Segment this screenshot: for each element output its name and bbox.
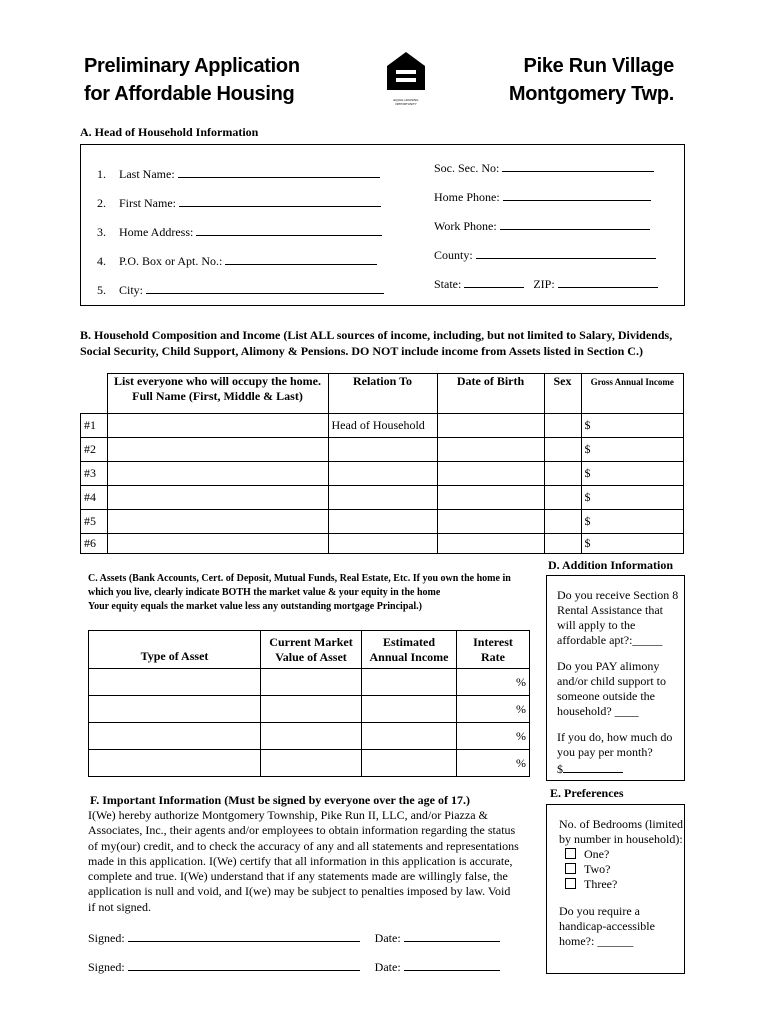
field-label: First Name: — [119, 196, 176, 210]
name-cell[interactable] — [107, 534, 328, 554]
market-line-1: Current Market — [269, 634, 353, 649]
dob-cell[interactable] — [437, 510, 544, 534]
work-phone-field[interactable] — [434, 217, 658, 246]
alimony-amount-line[interactable] — [563, 760, 623, 773]
date-line[interactable] — [404, 958, 500, 971]
assets-table — [88, 630, 530, 777]
field-num: 4. — [97, 254, 106, 268]
asset-type-cell[interactable] — [89, 696, 261, 723]
date-line[interactable] — [404, 929, 500, 942]
dob-cell[interactable] — [437, 414, 544, 438]
section-a-right-fields — [434, 159, 658, 304]
relation-cell[interactable] — [328, 510, 437, 534]
relation-cell[interactable] — [328, 486, 437, 510]
first-name-line[interactable] — [179, 194, 381, 207]
col-header-asset-type: Type of Asset — [89, 631, 261, 669]
relation-cell[interactable] — [328, 534, 437, 554]
checkbox-icon[interactable] — [565, 863, 576, 874]
field-num: 2. — [97, 196, 106, 210]
handicap-question[interactable]: Do you require a handicap-accessible home?: ______ — [559, 904, 655, 948]
alimony-amount-field[interactable] — [557, 760, 683, 777]
county-line[interactable] — [476, 246, 656, 259]
income-cell[interactable]: $ — [581, 486, 684, 510]
row-num: #6 — [81, 534, 108, 554]
section-d-content — [557, 588, 683, 777]
signature-line[interactable] — [128, 929, 360, 942]
city-line[interactable] — [146, 281, 384, 294]
section-f-heading: F. Important Information (Must be signed by everyone over the age of 17.) — [90, 793, 470, 807]
row-num: #2 — [81, 438, 108, 462]
work-phone-line[interactable] — [500, 217, 650, 230]
sex-cell[interactable] — [544, 438, 581, 462]
dob-cell[interactable] — [437, 486, 544, 510]
org-line-1: Pike Run Village — [523, 55, 674, 77]
interest-rate-cell[interactable]: % — [457, 750, 530, 777]
asset-type-cell[interactable] — [89, 669, 261, 696]
state-label: State: — [434, 277, 462, 291]
row-num: #5 — [81, 510, 108, 534]
checkbox-icon[interactable] — [565, 848, 576, 859]
name-cell[interactable] — [107, 414, 328, 438]
bedroom-option-two[interactable] — [559, 862, 683, 877]
bedroom-option-one[interactable] — [559, 847, 683, 862]
row-num: #4 — [81, 486, 108, 510]
table-row — [81, 462, 684, 486]
name-cell[interactable] — [107, 510, 328, 534]
income-cell[interactable]: $ — [581, 462, 684, 486]
relation-cell[interactable] — [328, 438, 437, 462]
annual-income-cell[interactable] — [362, 669, 457, 696]
table-row — [81, 438, 684, 462]
home-address-field[interactable] — [97, 223, 384, 252]
table-row — [81, 534, 684, 554]
annual-income-cell[interactable] — [362, 696, 457, 723]
organization-title — [509, 52, 674, 108]
alimony-amount-question: If you do, how much do you pay per month? — [557, 730, 673, 759]
table-corner — [81, 374, 108, 414]
field-num: 5. — [97, 283, 106, 297]
market-value-cell[interactable] — [261, 696, 362, 723]
col-header-sex: Sex — [544, 374, 581, 414]
equal-housing-logo — [383, 50, 429, 106]
income-cell[interactable]: $ — [581, 534, 684, 554]
signature-line[interactable] — [128, 958, 360, 971]
field-label: Home Address: — [119, 225, 194, 239]
dob-cell[interactable] — [437, 438, 544, 462]
asset-type-cell[interactable] — [89, 723, 261, 750]
title-line-2: for Affordable Housing — [84, 83, 295, 105]
dollar-sign: $ — [557, 762, 563, 776]
income-line-1: Estimated — [383, 634, 435, 649]
last-name-line[interactable] — [178, 165, 380, 178]
name-cell[interactable] — [107, 438, 328, 462]
section-d-box — [546, 575, 685, 781]
sex-cell[interactable] — [544, 414, 581, 438]
name-cell[interactable] — [107, 462, 328, 486]
bedrooms-question: No. of Bedrooms (limited by number in household): — [559, 817, 683, 846]
row-num: #1 — [81, 414, 108, 438]
section-a-box — [80, 144, 685, 306]
bedroom-option-three[interactable] — [559, 877, 683, 892]
first-name-field[interactable] — [97, 194, 384, 223]
logo-text: EQUAL HOUSING OPPORTUNITY — [393, 98, 419, 106]
table-row — [89, 723, 530, 750]
field-num: 3. — [97, 225, 106, 239]
signed-label: Signed: — [88, 931, 125, 945]
col-header-relation: Relation To — [328, 374, 437, 414]
rate-line-2: Rate — [481, 649, 505, 664]
income-line-2: Annual Income — [369, 649, 449, 664]
section-e-content — [559, 817, 683, 949]
table-row — [81, 414, 684, 438]
state-line[interactable] — [464, 275, 524, 288]
section-a-heading: A. Head of Household Information — [80, 125, 259, 139]
section-b-heading: B. Household Composition and Income (List ALL sources of income, including, but not limited to Salary, Dividends, Social Security, Child Support, Alimony & Pensions. DO NOT include income from Assets listed in Section C.) — [80, 328, 673, 358]
market-line-2: Value of Asset — [275, 649, 347, 664]
po-box-field[interactable] — [97, 252, 384, 281]
checkbox-icon[interactable] — [565, 878, 576, 889]
market-value-cell[interactable] — [261, 723, 362, 750]
zip-line[interactable] — [558, 275, 658, 288]
sex-cell[interactable] — [544, 534, 581, 554]
ssn-label: Soc. Sec. No: — [434, 161, 500, 175]
county-label: County: — [434, 248, 473, 262]
row-num: #3 — [81, 462, 108, 486]
section-f-body: I(We) hereby authorize Montgomery Township, Pike Run II, LLC, and/or Piazza & Associates, Inc., their agents and/or employees to obtain information regarding the status of my(our) credit, and to check the accuracy of any and all statements and representations made in this application. I(We) certify that all information in this application is accurate, complete and true. I(We) understand that if any statements made are willingly false, the application is null and void, and I(we) may be subject to penalties imposed by law. Void if not signed. — [88, 808, 519, 914]
zip-label: ZIP: — [533, 277, 555, 291]
col-header-name — [107, 374, 328, 414]
sex-cell[interactable] — [544, 510, 581, 534]
section-a-left-fields — [97, 165, 384, 310]
relation-cell[interactable] — [328, 462, 437, 486]
interest-rate-cell[interactable]: % — [457, 696, 530, 723]
section-c-heading — [88, 572, 538, 614]
ssn-field[interactable] — [434, 159, 658, 188]
household-table — [80, 373, 684, 554]
income-cell[interactable]: $ — [581, 414, 684, 438]
home-phone-line[interactable] — [503, 188, 651, 201]
page-title — [84, 52, 300, 108]
section-e-heading: E. Preferences — [550, 786, 624, 800]
field-label: P.O. Box or Apt. No.: — [119, 254, 223, 268]
field-label: Last Name: — [119, 167, 175, 181]
col-header-annual-income — [362, 631, 457, 669]
annual-income-cell[interactable] — [362, 750, 457, 777]
home-phone-field[interactable] — [434, 188, 658, 217]
last-name-field[interactable] — [97, 165, 384, 194]
signature-row-1 — [88, 929, 500, 946]
col-header-interest-rate — [457, 631, 530, 669]
annual-income-cell[interactable] — [362, 723, 457, 750]
signed-label: Signed: — [88, 960, 125, 974]
ssn-line[interactable] — [502, 159, 654, 172]
org-line-2: Montgomery Twp. — [508, 83, 674, 105]
city-field[interactable] — [97, 281, 384, 310]
section-e-box — [546, 804, 685, 974]
interest-rate-cell[interactable]: % — [457, 669, 530, 696]
title-line-1: Preliminary Application — [84, 55, 300, 77]
income-cell[interactable]: $ — [581, 510, 684, 534]
table-row — [89, 750, 530, 777]
table-row — [81, 510, 684, 534]
col-header-income: Gross Annual Income — [581, 374, 684, 414]
signature-row-2 — [88, 958, 500, 975]
income-cell[interactable]: $ — [581, 438, 684, 462]
sex-cell[interactable] — [544, 486, 581, 510]
dob-cell[interactable] — [437, 462, 544, 486]
home-address-line[interactable] — [196, 223, 382, 236]
table-row — [89, 669, 530, 696]
field-label: City: — [119, 283, 144, 297]
po-box-line[interactable] — [225, 252, 377, 265]
table-row — [89, 696, 530, 723]
field-num: 1. — [97, 167, 106, 181]
sex-cell[interactable] — [544, 462, 581, 486]
work-phone-label: Work Phone: — [434, 219, 497, 233]
col-header-dob: Date of Birth — [437, 374, 544, 414]
col-name-line-1: List everyone who will occupy the home. — [114, 374, 321, 388]
date-label: Date: — [374, 960, 401, 974]
home-phone-label: Home Phone: — [434, 190, 500, 204]
section-c-text: C. Assets (Bank Accounts, Cert. of Deposit, Mutual Funds, Real Estate, Etc. If you own the home in which you live, clearly indicate BOTH the market value & your equity in the home — [88, 573, 511, 598]
relation-cell[interactable]: Head of Household — [328, 414, 437, 438]
name-cell[interactable] — [107, 486, 328, 510]
section8-question[interactable]: Do you receive Section 8 Rental Assistance that will apply to the affordable apt?:_____ — [557, 588, 679, 647]
option-label: Three? — [584, 877, 618, 891]
option-label: One? — [584, 847, 610, 861]
col-name-line-2: Full Name (First, Middle & Last) — [132, 389, 303, 403]
alimony-question[interactable]: Do you PAY alimony and/or child support to someone outside the household? ____ — [557, 659, 666, 718]
interest-rate-cell[interactable]: % — [457, 723, 530, 750]
table-row — [81, 486, 684, 510]
option-label: Two? — [584, 862, 611, 876]
date-label: Date: — [374, 931, 401, 945]
county-field[interactable] — [434, 246, 658, 275]
dob-cell[interactable] — [437, 534, 544, 554]
col-header-market-value — [261, 631, 362, 669]
state-zip-field[interactable] — [434, 275, 658, 304]
asset-type-cell[interactable] — [89, 750, 261, 777]
rate-line-1: Interest — [473, 634, 513, 649]
market-value-cell[interactable] — [261, 669, 362, 696]
section-d-heading: D. Addition Information — [548, 558, 674, 572]
section-c-subtext: Your equity equals the market value less any outstanding mortgage Principal.) — [88, 601, 422, 612]
market-value-cell[interactable] — [261, 750, 362, 777]
